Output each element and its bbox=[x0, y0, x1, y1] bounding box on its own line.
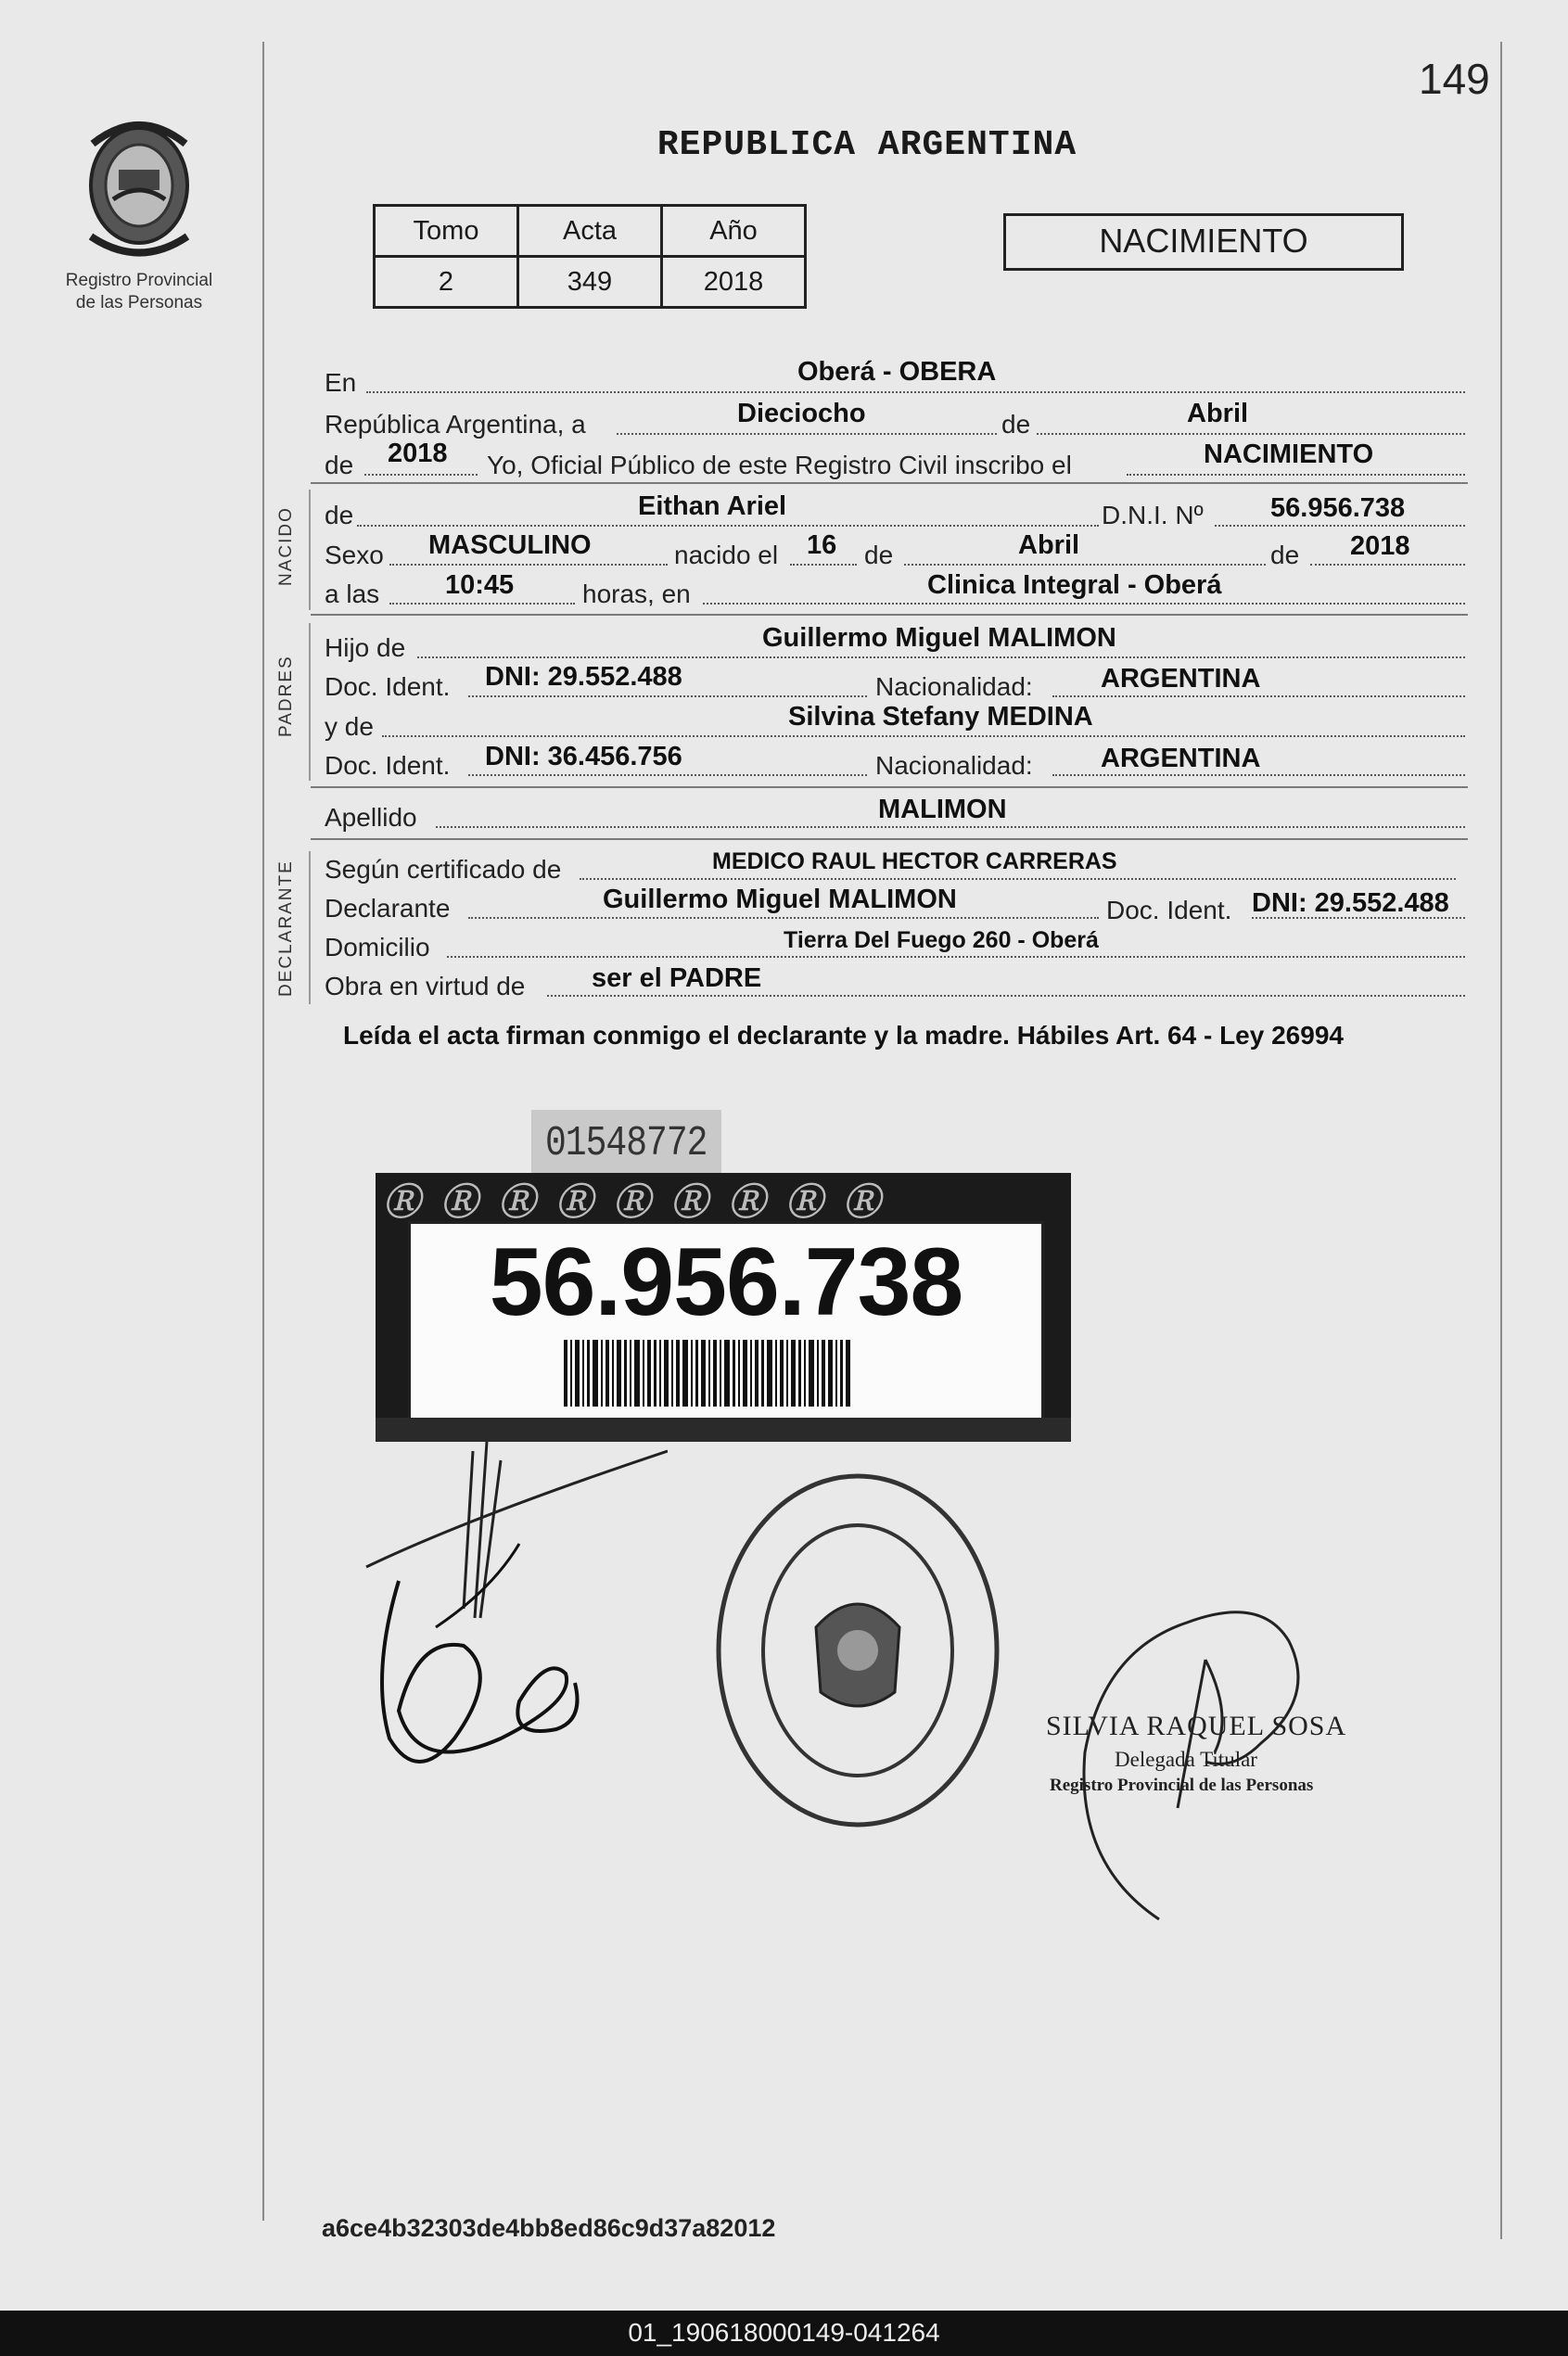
birth-time-value: 10:45 bbox=[445, 570, 515, 600]
provincia-logo bbox=[65, 107, 213, 269]
declarante-line bbox=[468, 917, 1099, 919]
misiones-seal-icon bbox=[65, 107, 213, 269]
dni-label: D.N.I. Nº bbox=[1102, 501, 1204, 529]
apellido-line bbox=[436, 826, 1465, 828]
name-line bbox=[357, 525, 1099, 527]
mother-nat-value: ARGENTINA bbox=[1101, 744, 1261, 773]
hijo-de-label: Hijo de bbox=[325, 633, 406, 662]
obra-label: Obra en virtud de bbox=[325, 972, 526, 1000]
divider-3 bbox=[311, 786, 1468, 788]
birth-day-value: 16 bbox=[807, 530, 837, 560]
apellido-label: Apellido bbox=[325, 803, 417, 832]
mother-nat-label: Nacionalidad: bbox=[875, 751, 1033, 780]
tomo-acta-table bbox=[373, 204, 807, 309]
anio-header: Año bbox=[662, 206, 806, 257]
footer-bar bbox=[0, 2311, 1568, 2356]
declarante-label: Declarante bbox=[325, 894, 451, 923]
declarante-value: Guillermo Miguel MALIMON bbox=[603, 885, 957, 914]
cert-line bbox=[580, 878, 1456, 880]
page-title: REPUBLICA ARGENTINA bbox=[657, 125, 1077, 165]
nacido-el-label: nacido el bbox=[674, 541, 779, 569]
child-dni-value: 56.956.738 bbox=[1270, 493, 1406, 523]
father-doc-label: Doc. Ident. bbox=[325, 672, 451, 701]
serial-stamp bbox=[531, 1110, 721, 1175]
divider-2 bbox=[311, 614, 1468, 616]
father-nat-value: ARGENTINA bbox=[1101, 664, 1261, 694]
tomo-header: Tomo bbox=[375, 206, 518, 257]
nacido-de-label-2: de bbox=[864, 541, 894, 569]
father-line bbox=[417, 656, 1465, 658]
sexo-value: MASCULINO bbox=[428, 530, 592, 560]
left-margin-line bbox=[262, 42, 264, 2221]
birth-year-value: 2018 bbox=[1350, 531, 1410, 561]
inscribo-text: Yo, Oficial Público de este Registro Civil inscribo el bbox=[487, 451, 1072, 479]
closing-note: Leída el acta firman conmigo el declarante y la madre. Hábiles Art. 64 - Ley 26994 bbox=[343, 1021, 1344, 1050]
birth-place-value: Clinica Integral - Oberá bbox=[927, 570, 1222, 600]
declarant-signature bbox=[362, 1433, 668, 1803]
right-margin-line bbox=[1500, 42, 1502, 2239]
father-doc-line bbox=[468, 695, 867, 697]
declarante-bracket bbox=[309, 851, 311, 1004]
anio-value: 2018 bbox=[662, 257, 806, 308]
y-de-label: y de bbox=[325, 712, 374, 741]
alas-label: a las bbox=[325, 579, 380, 608]
mother-doc-value: DNI: 36.456.756 bbox=[485, 742, 682, 771]
birth-month-line bbox=[904, 564, 1266, 566]
official-org: Registro Provincial de las Personas bbox=[1050, 1776, 1314, 1795]
acta-value: 349 bbox=[518, 257, 662, 308]
padres-bracket bbox=[309, 623, 311, 781]
day-words-value: Dieciocho bbox=[737, 399, 866, 428]
registro-seal-icon bbox=[714, 1470, 1001, 1831]
father-doc-value: DNI: 29.552.488 bbox=[485, 662, 682, 692]
divider-1 bbox=[311, 482, 1468, 484]
logo-org-line2: de las Personas bbox=[75, 293, 203, 312]
month-value: Abril bbox=[1187, 399, 1249, 428]
mother-nat-line bbox=[1052, 774, 1465, 776]
official-role: Delegada Titular bbox=[1115, 1748, 1257, 1771]
event-value: NACIMIENTO bbox=[1204, 439, 1374, 469]
birth-year-line bbox=[1310, 564, 1465, 566]
place-value: Oberá - OBERA bbox=[797, 357, 997, 387]
month-line bbox=[1037, 433, 1465, 435]
year-line bbox=[364, 474, 478, 476]
horas-label: horas, en bbox=[582, 579, 691, 608]
father-nat-line bbox=[1052, 695, 1465, 697]
domicilio-label: Domicilio bbox=[325, 933, 430, 962]
nacido-de-label: de bbox=[325, 501, 354, 529]
declarante-doc-label: Doc. Ident. bbox=[1106, 896, 1232, 924]
birth-month-value: Abril bbox=[1018, 530, 1080, 560]
birth-place-line bbox=[703, 603, 1465, 605]
sexo-line bbox=[389, 564, 668, 566]
mother-doc-label: Doc. Ident. bbox=[325, 751, 451, 780]
child-name-value: Eithan Ariel bbox=[638, 491, 787, 521]
nacido-bracket bbox=[309, 490, 311, 610]
mother-doc-line bbox=[468, 774, 867, 776]
place-line bbox=[366, 391, 1465, 393]
official-name: SILVIA RAQUEL SOSA bbox=[1046, 1711, 1347, 1741]
official-seal bbox=[714, 1470, 1001, 1831]
cert-label: Según certificado de bbox=[325, 855, 562, 884]
en-label: En bbox=[325, 368, 357, 397]
de-label-2: de bbox=[325, 451, 354, 479]
apellido-value: MALIMON bbox=[878, 795, 1007, 824]
father-nat-label: Nacionalidad: bbox=[875, 672, 1033, 701]
dni-line bbox=[1215, 525, 1465, 527]
sticker-dni-number: 56.956.738 bbox=[489, 1229, 963, 1336]
mother-line bbox=[382, 735, 1465, 737]
obra-value: ser el PADRE bbox=[592, 963, 762, 993]
act-type-box: NACIMIENTO bbox=[1003, 213, 1404, 271]
sticker-barcode bbox=[564, 1340, 953, 1407]
de-label: de bbox=[1001, 410, 1031, 439]
serial-number: 01548772 bbox=[545, 1119, 708, 1168]
sticker-r-pattern: ⓇⓇⓇⓇⓇⓇⓇⓇⓇ bbox=[383, 1182, 900, 1219]
nacido-section-label: NACIDO bbox=[276, 506, 296, 586]
dni-sticker bbox=[376, 1173, 1071, 1442]
declarante-section-label: DECLARANTE bbox=[276, 860, 296, 997]
birth-day-line bbox=[790, 564, 857, 566]
domicilio-value: Tierra Del Fuego 260 - Oberá bbox=[784, 927, 1099, 953]
document-hash: a6ce4b32303de4bb8ed86c9d37a82012 bbox=[322, 2214, 776, 2242]
logo-org-line1: Registro Provincial bbox=[65, 271, 213, 290]
footer-file-id: 01_190618000149-041264 bbox=[628, 2318, 940, 2347]
cert-value: MEDICO RAUL HECTOR CARRERAS bbox=[712, 848, 1117, 874]
acta-header: Acta bbox=[518, 206, 662, 257]
padres-section-label: PADRES bbox=[276, 655, 296, 737]
mother-name-value: Silvina Stefany MEDINA bbox=[788, 702, 1093, 732]
page-number: 149 bbox=[1419, 55, 1490, 103]
sexo-label: Sexo bbox=[325, 541, 384, 569]
event-line bbox=[1127, 474, 1465, 476]
father-name-value: Guillermo Miguel MALIMON bbox=[762, 623, 1116, 653]
signature-scribble-icon bbox=[362, 1433, 668, 1803]
divider-4 bbox=[311, 838, 1468, 840]
nacido-de-label-3: de bbox=[1270, 541, 1300, 569]
day-line bbox=[617, 433, 997, 435]
obra-line bbox=[547, 995, 1465, 997]
year-value: 2018 bbox=[388, 439, 448, 468]
time-line bbox=[389, 603, 575, 605]
republica-label: República Argentina, a bbox=[325, 410, 586, 439]
sticker-panel bbox=[408, 1221, 1044, 1423]
domicilio-line bbox=[447, 956, 1465, 958]
tomo-value: 2 bbox=[375, 257, 518, 308]
declarante-doc-value: DNI: 29.552.488 bbox=[1252, 888, 1449, 918]
